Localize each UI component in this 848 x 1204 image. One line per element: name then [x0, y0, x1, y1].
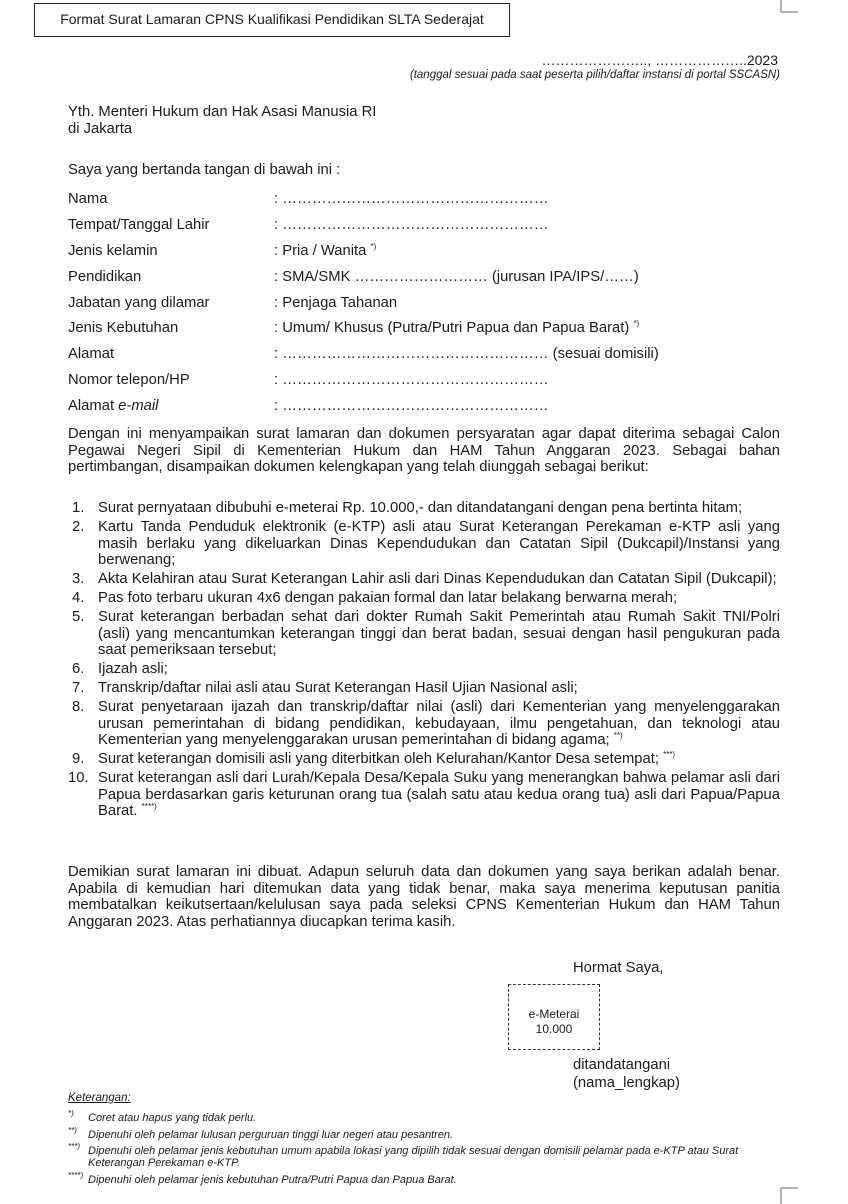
field-value: : SMA/SMK ……………………… (jurusan IPA/IPS/……) [274, 269, 639, 285]
field-label-text: Alamat [68, 398, 119, 414]
list-item [68, 751, 780, 768]
list-item [68, 609, 780, 659]
intro-paragraph: Dengan ini menyampaikan surat lamaran dan dokumen persyaratan agar dapat diterima sebagai Calon Pegawai Negeri Sipil di Kementerian Hukum dan HAM Tahun Anggaran 2023. Sebagai bahan pertimbangan, disampaikan dokumen kelengkapan yang telah diunggah sebagai berikut: [68, 426, 780, 475]
list-text: Pas foto terbaru ukuran 4x6 dengan pakaian formal dan latar belakang berwarna merah; [98, 590, 678, 606]
list-number: 4. [72, 590, 85, 606]
footnote [68, 1171, 788, 1186]
list-text: Ijazah asli; [98, 661, 168, 677]
list-number: 8. [72, 699, 85, 715]
field-label: Alamat [68, 346, 115, 362]
list-item [68, 661, 780, 678]
field-label: Pendidikan [68, 269, 142, 285]
field-label: Nomor telepon/HP [68, 372, 190, 388]
field-value: : ……………………………………………… [274, 398, 549, 414]
list-number: 5. [72, 609, 85, 625]
field-value-wrap [274, 243, 376, 259]
footnote-mark: ****) [68, 1171, 84, 1180]
field-label: Jabatan yang dilamar [68, 295, 210, 311]
list-number: 9. [72, 751, 85, 767]
field-label: Nama [68, 191, 108, 207]
list-number: 6. [72, 661, 85, 677]
list-number: 1. [72, 500, 85, 516]
field-label: Tempat/Tanggal Lahir [68, 217, 210, 233]
field-value: : Pria / Wanita [274, 243, 367, 259]
meterai-value: 10.000 [535, 1022, 573, 1036]
footnote-mark: *) [633, 319, 640, 328]
list-item [68, 500, 780, 517]
addressee-line-2: di Jakarta [68, 121, 133, 137]
list-text: Surat keterangan domisili asli yang diterbitkan oleh Kelurahan/Kantor Desa setempat; [98, 751, 659, 767]
signed-text: ditandatangani [573, 1057, 671, 1073]
list-number: 2. [72, 519, 85, 535]
list-text: Surat keterangan asli dari Lurah/Kepala Desa/Kepala Suku yang menerangkan bahwa pelamar asli dari Papua berdasarkan garis keturunan orang tua (salah satu atau kedua orang tua) asli dari Papua/Papua Barat. [98, 770, 780, 819]
list-item [68, 519, 780, 569]
field-value: : ……………………………………………… [274, 372, 549, 388]
list-text: Surat keterangan berbadan sehat dari dokter Rumah Sakit Pemerintah atau Rumah Sakit TNI/Polri (asli) yang mencantumkan keterangan tinggi dan berat badan, sesuai dengan hasil pengukuran pada saat pemeriksaan tersebut; [98, 609, 780, 658]
footnote [68, 1109, 788, 1124]
list-item [68, 770, 780, 820]
footnote-mark: **) [613, 731, 623, 740]
footnote-text: Dipenuhi oleh pelamar lulusan perguruan tinggi luar negeri atau pesantren. [88, 1129, 454, 1141]
list-item [68, 571, 780, 588]
meterai-label: e-Meterai [528, 1007, 580, 1021]
list-text: Surat pernyataan dibubuhi e-meterai Rp. 10.000,- dan ditandatangani dengan pena bertinta hitam; [98, 500, 743, 516]
footnote-mark: ****) [141, 802, 157, 811]
field-label [68, 398, 158, 414]
list-text: Akta Kelahiran atau Surat Keterangan Lahir asli dari Dinas Kependudukan dan Catatan Sipil (Dukcapil); [98, 571, 777, 587]
e-meterai-box [508, 984, 600, 1050]
field-value: : ……………………………………………… [274, 217, 549, 233]
footnote [68, 1142, 788, 1169]
list-text: Transkrip/daftar nilai asli atau Surat Keterangan Hasil Ujian Nasional asli; [98, 680, 578, 696]
footnote-text: Dipenuhi oleh pelamar jenis kebutuhan umum apabila lokasi yang dipilih tidak sesuai dengan domisili pelamar pada e-KTP atau Surat Keterangan Perekaman e-KTP. [88, 1145, 739, 1169]
list-text: Kartu Tanda Penduduk elektronik (e-KTP) asli atau Surat Keterangan Perekaman e-KTP asli yang masih berlaku yang dikeluarkan Dinas Kependudukan dan Catatan Sipil (Dukcapil)/Instansi yang berwenang; [98, 519, 780, 568]
field-value: : ……………………………………………… [274, 191, 549, 207]
page-corner-mark-top [780, 0, 798, 14]
footnote-text: Dipenuhi oleh pelamar jenis kebutuhan Putra/Putri Papua dan Papua Barat. [88, 1174, 457, 1186]
field-label: Jenis Kebutuhan [68, 320, 179, 336]
list-number: 3. [72, 571, 85, 587]
footnote [68, 1126, 788, 1141]
signer-name: (nama_lengkap) [573, 1075, 680, 1091]
footnote-text: Coret atau hapus yang tidak perlu. [88, 1112, 257, 1124]
field-label: Jenis kelamin [68, 243, 158, 259]
footnote-mark: *) [68, 1109, 74, 1118]
document-title: Format Surat Lamaran CPNS Kualifikasi Pendidikan SLTA Sederajat [34, 3, 510, 37]
date-line: ………………….., ………………..2023 [541, 52, 778, 68]
addressee-line-1: Yth. Menteri Hukum dan Hak Asasi Manusia RI [68, 104, 377, 120]
signature-greeting: Hormat Saya, [573, 960, 664, 976]
list-number: 7. [72, 680, 85, 696]
field-value-wrap [274, 320, 639, 336]
list-number: 10. [68, 770, 89, 786]
list-text: Surat penyetaraan ijazah dan transkrip/daftar nilai (asli) dari Kementerian yang menyelenggarakan urusan pemerintahan di bidang pendidikan, kebudayaan, ilmu pengetahuan, dan teknologi atau Kementerian yang menyelenggarakan urusan pemerintahan di bidang agama; [98, 699, 780, 748]
page-corner-mark-bottom [780, 1186, 798, 1204]
notes-heading: Keterangan: [68, 1092, 131, 1104]
list-item [68, 680, 780, 697]
document-list [68, 500, 780, 822]
footnote-mark: *) [370, 242, 377, 251]
list-item [68, 590, 780, 607]
list-item [68, 699, 780, 749]
footnote-mark: ***) [68, 1142, 81, 1151]
field-value: : ……………………………………………… (sesuai domisili) [274, 346, 659, 362]
field-label-italic: e-mail [118, 398, 159, 414]
footnote-mark: **) [68, 1126, 77, 1135]
field-value: : Umum/ Khusus (Putra/Putri Papua dan Papua Barat) [274, 320, 630, 336]
footnote-mark: ***) [663, 750, 676, 759]
intro-text: Saya yang bertanda tangan di bawah ini : [68, 162, 341, 178]
date-note: (tanggal sesuai pada saat peserta pilih/daftar instansi di portal SSCASN) [409, 69, 780, 81]
closing-paragraph: Demikian surat lamaran ini dibuat. Adapun seluruh data dan dokumen yang saya berikan adalah benar. Apabila di kemudian hari ditemukan data yang tidak benar, maka saya menerima keputusan panitia membatalkan keikutsertaan/kelulusan saya pada seleksi CPNS Kementerian Hukum dan HAM Tahun Anggaran 2023. Atas perhatiannya diucapkan terima kasih. [68, 864, 780, 930]
field-value: : Penjaga Tahanan [274, 295, 398, 311]
